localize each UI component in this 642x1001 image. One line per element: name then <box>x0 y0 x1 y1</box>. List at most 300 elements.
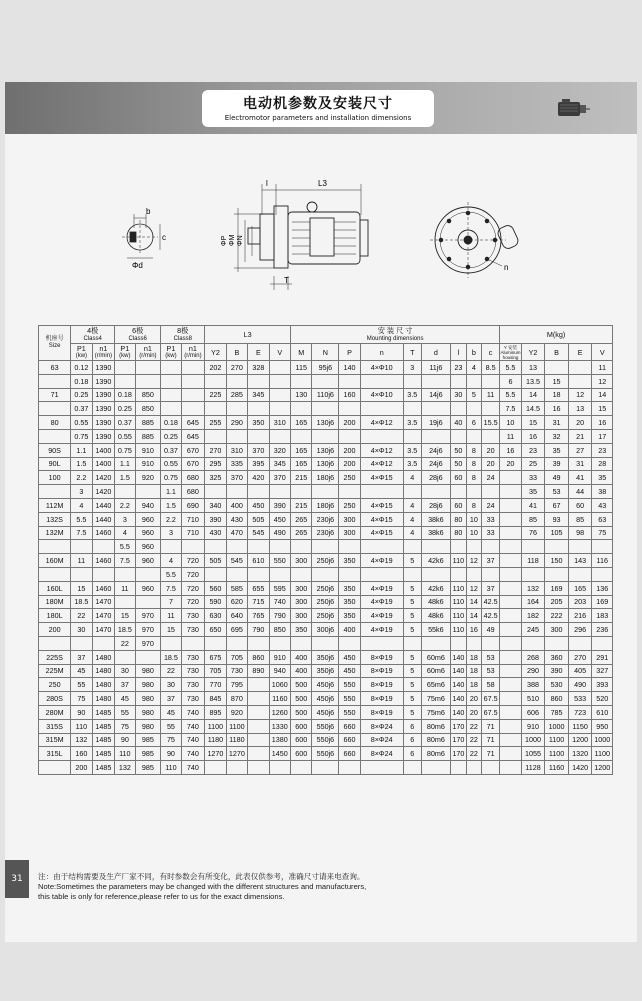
table-cell <box>39 485 71 499</box>
table-cell: 8×Φ19 <box>360 664 403 678</box>
table-cell <box>500 636 521 650</box>
pole4-header: 4极 Class4 <box>71 326 115 344</box>
table-cell: 850 <box>135 388 161 402</box>
table-cell <box>269 567 290 581</box>
table-cell: 24j6 <box>421 457 450 471</box>
table-cell: 3.5 <box>403 443 421 457</box>
table-cell: 18 <box>466 664 481 678</box>
table-cell: 8 <box>466 457 481 471</box>
table-cell: 28j6 <box>421 498 450 512</box>
table-cell <box>205 567 226 581</box>
table-cell: 960 <box>135 554 161 568</box>
table-cell: 183 <box>592 609 613 623</box>
table-cell: 30 <box>115 664 135 678</box>
table-cell: 910 <box>269 650 290 664</box>
table-cell: 180M <box>39 595 71 609</box>
table-cell: 910 <box>521 719 545 733</box>
table-cell: 5 <box>403 692 421 706</box>
table-cell <box>312 429 339 443</box>
table-cell <box>500 692 521 706</box>
table-cell: 730 <box>181 692 205 706</box>
table-cell: 400 <box>291 650 312 664</box>
table-cell <box>248 567 269 581</box>
table-cell <box>466 761 481 775</box>
table-cell: 720 <box>181 595 205 609</box>
table-cell <box>39 636 71 650</box>
table-cell: 5 <box>403 623 421 637</box>
table-cell: 606 <box>521 705 545 719</box>
table-cell: 600 <box>291 747 312 761</box>
table-cell: 132 <box>71 733 92 747</box>
table-cell <box>205 374 226 388</box>
table-cell: 1480 <box>92 650 115 664</box>
table-cell: 115 <box>291 361 312 375</box>
table-cell <box>269 485 290 499</box>
table-cell: 132M <box>39 526 71 540</box>
table-cell: 65m6 <box>421 678 450 692</box>
table-cell <box>339 636 360 650</box>
table-cell: 20 <box>568 416 592 430</box>
table-cell: 0.75 <box>161 471 181 485</box>
table-cell: 203 <box>568 595 592 609</box>
table-cell: 1460 <box>92 554 115 568</box>
table-cell: 400 <box>339 623 360 637</box>
table-cell <box>500 609 521 623</box>
table-cell: 1460 <box>92 581 115 595</box>
table-row <box>39 719 613 733</box>
table-row <box>39 443 613 457</box>
table-cell <box>92 636 115 650</box>
table-cell: 13 <box>521 361 545 375</box>
table-cell: 5 <box>403 554 421 568</box>
table-row <box>39 761 613 775</box>
table-cell: 140 <box>450 692 466 706</box>
table-cell: 730 <box>181 650 205 664</box>
table-cell: 533 <box>568 692 592 706</box>
table-cell: 32 <box>545 429 569 443</box>
table-row <box>39 554 613 568</box>
page-subtitle: Electromotor parameters and installation dimensions <box>224 114 412 122</box>
table-cell: 160 <box>71 747 92 761</box>
table-cell: 1330 <box>269 719 290 733</box>
table-cell: 1180 <box>205 733 226 747</box>
table-cell: 53 <box>481 650 499 664</box>
table-cell: 6 <box>403 719 421 733</box>
table-cell: 550j6 <box>312 733 339 747</box>
table-cell: 0.75 <box>115 443 135 457</box>
table-cell: 1485 <box>92 705 115 719</box>
table-cell: 393 <box>592 678 613 692</box>
table-cell <box>39 402 71 416</box>
table-row <box>39 498 613 512</box>
table-cell: 560 <box>205 581 226 595</box>
table-cell: 970 <box>135 609 161 623</box>
table-row <box>39 664 613 678</box>
table-cell <box>291 429 312 443</box>
table-cell: 15 <box>521 416 545 430</box>
table-cell: 90S <box>39 443 71 457</box>
table-cell: 255 <box>205 416 226 430</box>
table-cell: 60 <box>450 471 466 485</box>
table-cell: 0.75 <box>71 429 92 443</box>
table-cell: 740 <box>181 761 205 775</box>
table-cell: 500 <box>291 705 312 719</box>
table-cell: 11 <box>161 609 181 623</box>
table-cell <box>403 402 421 416</box>
table-cell: 5.5 <box>115 540 135 554</box>
table-cell <box>500 623 521 637</box>
table-cell <box>421 402 450 416</box>
table-cell: 545 <box>226 554 247 568</box>
table-cell: 740 <box>181 747 205 761</box>
table-cell: 110 <box>450 595 466 609</box>
table-cell: 38k6 <box>421 526 450 540</box>
table-cell: 22 <box>466 747 481 761</box>
table-cell: 170 <box>450 719 466 733</box>
table-cell: 48k6 <box>421 595 450 609</box>
table-cell: 37 <box>481 554 499 568</box>
table-cell: 550j6 <box>312 747 339 761</box>
table-cell <box>161 374 181 388</box>
table-cell <box>205 402 226 416</box>
table-cell: 250j6 <box>312 581 339 595</box>
table-cell <box>403 761 421 775</box>
table-cell: 1.1 <box>161 485 181 499</box>
table-cell: 170 <box>450 733 466 747</box>
table-cell: 110 <box>450 623 466 637</box>
table-cell: 71 <box>481 747 499 761</box>
table-cell: 500 <box>291 678 312 692</box>
table-cell: 470 <box>226 526 247 540</box>
table-cell: 90 <box>115 733 135 747</box>
table-row <box>39 692 613 706</box>
table-cell: 520 <box>592 692 613 706</box>
table-cell: 8 <box>466 498 481 512</box>
table-cell: 15 <box>161 623 181 637</box>
table-cell: 985 <box>135 733 161 747</box>
table-cell: 1400 <box>92 443 115 457</box>
table-cell: 215 <box>291 471 312 485</box>
table-cell: 67.5 <box>481 705 499 719</box>
table-cell: 505 <box>248 512 269 526</box>
col-header: n <box>360 344 403 361</box>
table-cell: 300 <box>545 623 569 637</box>
table-cell: 160M <box>39 554 71 568</box>
table-cell: 14.5 <box>521 402 545 416</box>
mass-header: M(kg) <box>500 326 613 344</box>
table-cell: 845 <box>205 692 226 706</box>
col-header: N <box>312 344 339 361</box>
table-cell: 4×Φ12 <box>360 457 403 471</box>
table-cell: 490 <box>269 526 290 540</box>
table-cell: 130j6 <box>312 416 339 430</box>
table-cell: 1.5 <box>71 457 92 471</box>
table-cell: 30 <box>161 678 181 692</box>
table-cell: 182 <box>521 609 545 623</box>
table-cell <box>248 540 269 554</box>
table-cell <box>115 361 135 375</box>
table-cell <box>481 374 499 388</box>
table-cell <box>360 429 403 443</box>
table-cell: 1390 <box>92 429 115 443</box>
table-cell: 280S <box>39 692 71 706</box>
table-cell: 910 <box>135 457 161 471</box>
table-cell: 140 <box>450 664 466 678</box>
table-cell: 41 <box>568 471 592 485</box>
page-number: 31 <box>5 860 29 898</box>
table-cell: 50 <box>450 443 466 457</box>
table-cell <box>291 374 312 388</box>
table-cell: 140 <box>339 361 360 375</box>
table-cell: 110 <box>450 554 466 568</box>
table-cell <box>500 719 521 733</box>
table-cell: 5 <box>466 388 481 402</box>
table-cell: 98 <box>568 526 592 540</box>
table-cell: 600 <box>291 719 312 733</box>
table-cell: 600 <box>291 733 312 747</box>
table-cell <box>466 374 481 388</box>
table-cell <box>360 374 403 388</box>
table-cell <box>568 636 592 650</box>
table-cell: 13 <box>568 402 592 416</box>
table-cell: 1480 <box>92 678 115 692</box>
table-cell: 16 <box>521 429 545 443</box>
table-cell: 720 <box>181 581 205 595</box>
label-P: ΦP <box>221 235 228 246</box>
table-cell <box>135 650 161 664</box>
col-header: Y2 <box>205 344 226 361</box>
table-cell: 328 <box>248 361 269 375</box>
table-cell <box>568 567 592 581</box>
table-cell <box>39 567 71 581</box>
table-cell <box>592 567 613 581</box>
mass-col-header: B <box>545 344 569 361</box>
table-cell: 4×Φ19 <box>360 581 403 595</box>
table-cell: 1.5 <box>115 471 135 485</box>
table-cell: 3.5 <box>403 388 421 402</box>
table-cell: 645 <box>181 416 205 430</box>
table-cell: 250j6 <box>312 595 339 609</box>
table-cell: 4×Φ12 <box>360 416 403 430</box>
table-cell: 21 <box>568 429 592 443</box>
table-cell: 1485 <box>92 733 115 747</box>
table-cell: 5 <box>403 609 421 623</box>
table-cell: 0.18 <box>115 388 135 402</box>
n-header: n1 (r/min) <box>92 344 115 361</box>
table-cell <box>500 540 521 554</box>
table-cell: 985 <box>135 761 161 775</box>
table-cell <box>450 540 466 554</box>
table-cell <box>421 429 450 443</box>
pole6-header: 6极 Class6 <box>115 326 161 344</box>
mass-col-header: Y2 <box>521 344 545 361</box>
table-cell: 1380 <box>269 733 290 747</box>
table-cell: 4×Φ10 <box>360 388 403 402</box>
table-cell: 1470 <box>92 595 115 609</box>
table-cell: 12 <box>466 554 481 568</box>
table-cell <box>181 388 205 402</box>
table-cell <box>269 402 290 416</box>
table-cell: 3 <box>403 361 421 375</box>
table-cell: 0.55 <box>161 457 181 471</box>
pole8-header: 8极 Class8 <box>161 326 205 344</box>
table-cell: 75 <box>592 526 613 540</box>
table-cell: 1460 <box>92 526 115 540</box>
table-row <box>39 471 613 485</box>
table-cell <box>466 636 481 650</box>
table-cell <box>568 374 592 388</box>
col-header: M <box>291 344 312 361</box>
table-cell: 16 <box>466 623 481 637</box>
table-cell <box>500 705 521 719</box>
table-cell: 17 <box>592 429 613 443</box>
table-cell: 20 <box>500 457 521 471</box>
table-cell: 85 <box>521 512 545 526</box>
table-cell <box>269 540 290 554</box>
table-cell <box>403 429 421 443</box>
table-cell: 63 <box>592 512 613 526</box>
table-cell: 5.5 <box>500 388 521 402</box>
table-cell: 53 <box>481 664 499 678</box>
table-cell: 680 <box>181 485 205 499</box>
table-cell: 180L <box>39 609 71 623</box>
table-cell: 740 <box>181 733 205 747</box>
table-cell: 31 <box>568 457 592 471</box>
table-cell: 280M <box>39 705 71 719</box>
dimension-drawings <box>0 0 642 330</box>
table-cell: 12 <box>592 374 613 388</box>
table-cell <box>421 540 450 554</box>
col-header: P <box>339 344 360 361</box>
table-cell: 1420 <box>92 485 115 499</box>
table-cell: 310 <box>226 443 247 457</box>
table-cell <box>312 761 339 775</box>
table-cell <box>205 636 226 650</box>
table-cell: 630 <box>205 609 226 623</box>
table-cell: 24 <box>481 471 499 485</box>
table-cell: 140 <box>450 650 466 664</box>
table-cell: 795 <box>226 678 247 692</box>
table-cell: 405 <box>568 664 592 678</box>
table-cell: 6 <box>500 374 521 388</box>
table-cell: 215 <box>291 498 312 512</box>
table-cell <box>39 374 71 388</box>
table-cell: 3.5 <box>403 416 421 430</box>
table-cell: 300 <box>291 595 312 609</box>
table-cell: 23 <box>450 361 466 375</box>
table-cell: 705 <box>226 650 247 664</box>
table-cell: 4×Φ15 <box>360 498 403 512</box>
table-cell: 90L <box>39 457 71 471</box>
table-cell: 35 <box>521 485 545 499</box>
table-cell: 8 <box>466 443 481 457</box>
table-cell: 350 <box>339 595 360 609</box>
table-cell: 42k6 <box>421 554 450 568</box>
table-cell: 765 <box>248 609 269 623</box>
table-cell: 350j6 <box>312 664 339 678</box>
col-header: c <box>481 344 499 361</box>
table-cell <box>421 485 450 499</box>
table-cell: 1128 <box>521 761 545 775</box>
label-L3: L3 <box>318 179 327 188</box>
table-cell: 980 <box>135 664 161 678</box>
table-cell <box>481 761 499 775</box>
table-cell <box>545 540 569 554</box>
table-cell: 850 <box>269 623 290 637</box>
table-cell: 222 <box>545 609 569 623</box>
table-cell: 38k6 <box>421 512 450 526</box>
table-cell <box>161 361 181 375</box>
table-cell <box>466 485 481 499</box>
table-cell <box>500 650 521 664</box>
table-cell <box>450 429 466 443</box>
l3-header: L3 <box>205 326 291 344</box>
table-cell: 350j6 <box>312 650 339 664</box>
table-cell <box>545 567 569 581</box>
table-cell: 160 <box>339 388 360 402</box>
table-cell: 920 <box>226 705 247 719</box>
table-cell: 10 <box>466 512 481 526</box>
table-row <box>39 747 613 761</box>
table-cell <box>226 485 247 499</box>
table-cell: 49 <box>481 623 499 637</box>
table-cell: 1000 <box>545 719 569 733</box>
table-cell: 230j6 <box>312 526 339 540</box>
table-cell: 450j6 <box>312 692 339 706</box>
table-cell: 4×Φ15 <box>360 526 403 540</box>
table-cell <box>481 485 499 499</box>
table-cell: 1270 <box>205 747 226 761</box>
table-cell <box>481 429 499 443</box>
table-cell: 970 <box>135 623 161 637</box>
table-cell: 1060 <box>269 678 290 692</box>
table-cell: 980 <box>135 705 161 719</box>
table-row <box>39 512 613 526</box>
table-cell: 645 <box>181 429 205 443</box>
mass-col-header: V <box>592 344 613 361</box>
table-cell <box>115 374 135 388</box>
table-cell: 15 <box>71 581 92 595</box>
table-cell: 335 <box>226 457 247 471</box>
label-l: l <box>266 179 268 188</box>
table-cell: 5.5 <box>71 512 92 526</box>
table-cell: 1000 <box>592 733 613 747</box>
table-cell <box>500 554 521 568</box>
table-cell <box>450 567 466 581</box>
table-cell: 1000 <box>521 733 545 747</box>
table-cell: 620 <box>226 595 247 609</box>
table-cell: 1420 <box>92 471 115 485</box>
table-row <box>39 678 613 692</box>
table-cell: 8×Φ19 <box>360 650 403 664</box>
table-cell <box>135 595 161 609</box>
table-cell <box>450 374 466 388</box>
table-cell: 250 <box>39 678 71 692</box>
table-row <box>39 457 613 471</box>
table-cell: 90 <box>161 747 181 761</box>
table-cell <box>135 361 161 375</box>
table-cell: 132S <box>39 512 71 526</box>
table-cell: 500 <box>291 692 312 706</box>
table-cell: 30 <box>450 388 466 402</box>
table-cell: 1440 <box>92 498 115 512</box>
p-header: P1 (kw) <box>71 344 92 361</box>
table-cell: 200 <box>339 457 360 471</box>
table-cell: 290 <box>521 664 545 678</box>
table-cell: 980 <box>135 692 161 706</box>
table-cell: 1055 <box>521 747 545 761</box>
table-cell: 202 <box>205 361 226 375</box>
